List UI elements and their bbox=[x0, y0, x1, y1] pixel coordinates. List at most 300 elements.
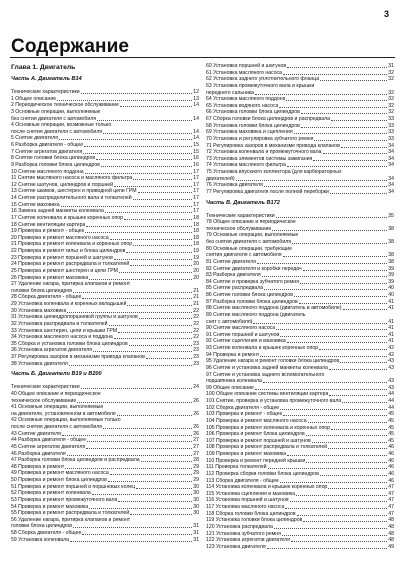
toc-entry-text: 119 Установка головки блока цилиндров bbox=[206, 517, 303, 524]
toc-entry[interactable] bbox=[11, 444, 199, 451]
toc-entry-text: 13 Снятие шкивов, шестерен и приводной цепи ГРМ bbox=[11, 188, 137, 195]
toc-entry[interactable] bbox=[11, 162, 199, 169]
toc-entry[interactable] bbox=[11, 328, 199, 335]
toc-page-number: 16 bbox=[193, 155, 199, 162]
toc-page-number: 17 bbox=[193, 168, 199, 175]
toc-page-number: 17 bbox=[193, 181, 199, 188]
toc-entry[interactable] bbox=[11, 314, 199, 321]
toc-entry-text: 121 Установка зубчатого ремня bbox=[206, 530, 281, 537]
toc-page-number: 32 bbox=[388, 89, 394, 96]
toc-entry[interactable] bbox=[206, 325, 394, 332]
dot-leader bbox=[306, 431, 388, 436]
toc-entry[interactable] bbox=[11, 135, 199, 142]
dot-leader bbox=[331, 425, 387, 430]
toc-entry-text: 45 Снятие агрегатов двигателя bbox=[11, 443, 86, 450]
toc-entry[interactable] bbox=[206, 252, 394, 259]
dot-leader bbox=[86, 444, 192, 449]
toc-entry[interactable] bbox=[206, 116, 394, 123]
toc-page-number: 47 bbox=[388, 497, 394, 504]
toc-entry[interactable] bbox=[206, 279, 394, 286]
dot-leader bbox=[86, 222, 192, 227]
dot-leader bbox=[120, 102, 192, 107]
toc-entry-text: 65 Установка водяного насоса bbox=[206, 102, 279, 109]
toc-entry[interactable] bbox=[206, 385, 394, 392]
toc-entry-text: подшипника коленвала bbox=[206, 378, 262, 385]
toc-page-number: 20 bbox=[193, 274, 199, 281]
dot-leader bbox=[73, 523, 192, 528]
toc-page-number: 45 bbox=[388, 424, 394, 431]
toc-entry-text: 101 Снятие, проверка и установка промежуточного вала bbox=[206, 398, 342, 404]
dot-leader bbox=[320, 471, 387, 476]
toc-entry-text: 110 Проверка и ремонт передней крышки bbox=[206, 457, 306, 464]
toc-entry-text: 76 Установка двигателя bbox=[206, 182, 263, 189]
toc-entry[interactable] bbox=[11, 268, 199, 275]
toc-entry[interactable] bbox=[206, 226, 394, 233]
toc-entry-text: 20 Проверка и ремонт масляного насоса bbox=[11, 234, 109, 241]
toc-page-number: 41 bbox=[388, 331, 394, 338]
toc-page-number: 33 bbox=[388, 135, 394, 142]
toc-entry[interactable] bbox=[206, 405, 394, 412]
toc-entry[interactable] bbox=[11, 169, 199, 176]
toc-entry-text: после снятия двигателя с автомобиля bbox=[11, 424, 103, 430]
toc-page-number: 30 bbox=[193, 483, 199, 490]
toc-page-number: 30 bbox=[193, 490, 199, 497]
toc-entry[interactable] bbox=[11, 537, 199, 544]
toc-entry[interactable] bbox=[206, 156, 394, 163]
toc-page-number: 41 bbox=[388, 305, 394, 312]
toc-entry[interactable] bbox=[11, 202, 199, 209]
toc-page-number: 34 bbox=[388, 155, 394, 162]
toc-entry-text: 108 Проверка и ремонт распредвала и толкателей bbox=[206, 444, 328, 451]
toc-page-number: 22 bbox=[193, 327, 199, 334]
toc-entry[interactable] bbox=[206, 537, 394, 544]
toc-entry[interactable] bbox=[206, 391, 394, 398]
toc-entry[interactable] bbox=[206, 484, 394, 491]
dot-leader bbox=[83, 149, 192, 154]
toc-entry[interactable] bbox=[11, 431, 199, 438]
toc-entry[interactable] bbox=[206, 517, 394, 524]
toc-entry[interactable] bbox=[11, 523, 199, 530]
dot-leader bbox=[294, 129, 388, 134]
toc-page-number: 31 bbox=[193, 530, 199, 536]
toc-entry[interactable] bbox=[206, 511, 394, 518]
toc-entry[interactable] bbox=[206, 332, 394, 339]
toc-entry-text: 102 Сборка двигателя - общее bbox=[206, 404, 280, 411]
dot-leader bbox=[297, 511, 388, 516]
toc-entry[interactable] bbox=[11, 354, 199, 361]
toc-entry[interactable] bbox=[11, 188, 199, 195]
toc-entry[interactable] bbox=[11, 424, 199, 431]
dot-leader bbox=[300, 279, 387, 284]
dot-leader bbox=[282, 531, 387, 536]
toc-entry-text: 112 Проверка сборки головки блока цилиндров bbox=[206, 470, 319, 477]
toc-page-number: 45 bbox=[388, 431, 394, 438]
toc-entry[interactable] bbox=[11, 228, 199, 235]
toc-page-number: 35 bbox=[388, 212, 394, 219]
dot-leader bbox=[85, 228, 192, 233]
toc-entry[interactable] bbox=[11, 398, 199, 405]
toc-entry-text: 120 Установка распредвала bbox=[206, 523, 273, 530]
toc-entry[interactable] bbox=[206, 497, 394, 504]
toc-page-number: 34 bbox=[388, 142, 394, 149]
toc-entry[interactable] bbox=[11, 294, 199, 301]
toc-entry[interactable] bbox=[206, 239, 394, 246]
toc-entry[interactable] bbox=[11, 384, 199, 391]
dot-leader bbox=[268, 464, 388, 469]
dot-leader bbox=[61, 202, 193, 207]
toc-entry-text: 43 Снятие двигателя bbox=[11, 430, 61, 437]
toc-entry-text: 51 Проверка и ремонт поршней и поршневых колец bbox=[11, 483, 136, 490]
dot-leader bbox=[57, 96, 192, 101]
dot-leader bbox=[328, 484, 387, 489]
toc-entry[interactable] bbox=[206, 319, 394, 326]
toc-entry[interactable] bbox=[11, 411, 199, 418]
toc-entry[interactable] bbox=[206, 90, 394, 97]
toc-page-number: 33 bbox=[388, 116, 394, 122]
dot-leader bbox=[110, 470, 193, 475]
toc-entry-text: 99 Общее описание bbox=[206, 384, 254, 391]
toc-entry[interactable] bbox=[11, 334, 199, 341]
toc-entry[interactable] bbox=[11, 497, 199, 504]
toc-entry[interactable] bbox=[206, 444, 394, 451]
dot-leader bbox=[331, 116, 387, 121]
toc-page-number: 34 bbox=[388, 162, 394, 169]
toc-entry[interactable] bbox=[11, 175, 199, 182]
toc-page-number: 31 bbox=[193, 536, 199, 543]
toc-entry[interactable] bbox=[11, 255, 199, 262]
toc-entry-text: 60 Установка поршней и шатунов bbox=[206, 63, 287, 69]
toc-entry[interactable] bbox=[11, 261, 199, 268]
toc-entry[interactable] bbox=[206, 149, 394, 156]
toc-entry[interactable] bbox=[11, 504, 199, 511]
toc-entry[interactable] bbox=[206, 531, 394, 538]
toc-entry-text: 47 Разборка головки блока цилиндров и распредвала bbox=[11, 457, 140, 464]
toc-entry[interactable] bbox=[11, 470, 199, 477]
toc-entry[interactable] bbox=[11, 510, 199, 517]
toc-page-number: 40 bbox=[388, 285, 394, 292]
dot-leader bbox=[283, 252, 388, 257]
toc-entry-text: 1 Общее описание bbox=[11, 95, 57, 102]
toc-entry-continued: 3 Основные операции, выполняемые bbox=[11, 108, 101, 115]
toc-entry-text: 54 Проверка и ремонт маховика bbox=[11, 503, 89, 510]
dot-leader bbox=[341, 143, 387, 148]
toc-entry-text: 77 Регулировка двигателя после полной переборки bbox=[206, 188, 329, 195]
toc-entry-text: 55 Проверка и ремонт распредвала и толкателей bbox=[11, 510, 130, 517]
toc-entry[interactable] bbox=[11, 248, 199, 255]
toc-entry[interactable] bbox=[206, 272, 394, 279]
toc-entry[interactable] bbox=[206, 292, 394, 299]
toc-entry-text: 82 Снятие двигателя и коробки передач bbox=[206, 265, 302, 272]
dot-leader bbox=[340, 358, 387, 363]
toc-page-number: 32 bbox=[388, 96, 394, 103]
toc-entry-text: 23 Проверка и ремонт поршней и шатунов bbox=[11, 254, 113, 261]
toc-page-number: 47 bbox=[388, 504, 394, 510]
toc-page-number: 49 bbox=[388, 543, 394, 550]
toc-entry-text: 88 Снятие масляного поддона (двигатель в автомобиле) bbox=[206, 305, 342, 312]
toc-entry[interactable] bbox=[11, 222, 199, 229]
toc-page-number: 46 bbox=[388, 457, 394, 464]
toc-entry-text: 113 Сборка двигателя - общее bbox=[206, 477, 279, 484]
toc-entry[interactable] bbox=[206, 478, 394, 485]
toc-entry-text: на двигателе, установленном в автомобиле bbox=[11, 410, 116, 417]
dot-leader bbox=[236, 176, 388, 181]
toc-entry[interactable] bbox=[11, 116, 199, 123]
toc-entry[interactable] bbox=[206, 425, 394, 432]
toc-entry[interactable] bbox=[206, 305, 394, 312]
toc-entry[interactable] bbox=[11, 484, 199, 491]
dot-leader bbox=[109, 321, 193, 326]
toc-entry[interactable] bbox=[206, 63, 394, 70]
toc-entry[interactable] bbox=[11, 142, 199, 149]
toc-page-number: 15 bbox=[193, 148, 199, 155]
toc-page-number: 46 bbox=[388, 477, 394, 484]
toc-entry[interactable] bbox=[11, 301, 199, 308]
chapter-heading: Глава 1. Двигатель bbox=[11, 64, 76, 71]
dot-leader bbox=[280, 405, 387, 410]
toc-page-number: 38 bbox=[388, 258, 394, 265]
toc-page-number: 18 bbox=[193, 234, 199, 241]
toc-entry[interactable] bbox=[206, 266, 394, 273]
toc-page-number: 13 bbox=[193, 95, 199, 102]
dot-leader bbox=[255, 385, 387, 390]
toc-entry-text: 67 Сборка головки блока цилиндров и распредвала bbox=[206, 116, 330, 122]
toc-entry[interactable] bbox=[11, 149, 199, 156]
toc-page-number: 22 bbox=[193, 334, 199, 341]
toc-entry-text: 115 Установка сцепления и маховика bbox=[206, 490, 296, 497]
dot-leader bbox=[323, 149, 388, 154]
toc-entry-text: 15 Снятие маховика bbox=[11, 201, 60, 208]
toc-column-right bbox=[206, 63, 394, 550]
toc-entry[interactable] bbox=[11, 457, 199, 464]
toc-page-number: 12 bbox=[193, 89, 199, 95]
toc-page-number: 43 bbox=[388, 378, 394, 385]
dot-leader bbox=[133, 195, 193, 200]
toc-page-number: 14 bbox=[193, 135, 199, 142]
dot-leader bbox=[301, 123, 387, 128]
toc-entry[interactable] bbox=[206, 431, 394, 438]
toc-entry[interactable] bbox=[206, 451, 394, 458]
dot-leader bbox=[329, 391, 387, 396]
toc-page-number: 22 bbox=[193, 320, 199, 327]
toc-entry[interactable] bbox=[11, 96, 199, 103]
toc-entry-text: 103 Проверка и ремонт - общее bbox=[206, 411, 283, 418]
toc-entry[interactable] bbox=[11, 288, 199, 295]
toc-entry[interactable] bbox=[206, 524, 394, 531]
toc-page-number: 20 bbox=[193, 261, 199, 268]
toc-entry[interactable] bbox=[206, 299, 394, 306]
toc-entry-text: без снятия двигателя с автомобиля bbox=[11, 115, 96, 122]
toc-entry[interactable] bbox=[11, 464, 199, 471]
dot-leader bbox=[267, 544, 388, 549]
toc-entry[interactable] bbox=[206, 338, 394, 345]
toc-entry-text: 12 Снятие шатунов, цилиндров и поршней bbox=[11, 181, 114, 188]
toc-entry[interactable] bbox=[206, 352, 394, 359]
toc-entry[interactable] bbox=[206, 471, 394, 478]
toc-entry-text: снятия двигателя с автомобиля bbox=[206, 252, 282, 259]
toc-entry[interactable] bbox=[206, 182, 394, 189]
toc-entry[interactable] bbox=[11, 321, 199, 328]
toc-page-number: 34 bbox=[388, 149, 394, 156]
toc-entry[interactable] bbox=[11, 451, 199, 458]
dot-leader bbox=[126, 248, 192, 253]
toc-entry[interactable] bbox=[206, 458, 394, 465]
toc-entry-text: 49 Проверка и ремонт масляного насоса bbox=[11, 470, 109, 477]
toc-entry[interactable] bbox=[206, 76, 394, 83]
toc-entry-text: 81 Снятие двигателя bbox=[206, 258, 256, 265]
toc-entry-text: после снятия двигателя с автомобиля bbox=[11, 128, 103, 135]
toc-entry[interactable] bbox=[206, 358, 394, 365]
toc-entry[interactable] bbox=[206, 464, 394, 471]
toc-entry[interactable] bbox=[206, 103, 394, 110]
toc-page-number: 22 bbox=[193, 307, 199, 314]
toc-entry[interactable] bbox=[11, 241, 199, 248]
dot-leader bbox=[65, 464, 192, 469]
toc-entry[interactable] bbox=[11, 155, 199, 162]
page-number: 3 bbox=[383, 9, 389, 19]
toc-entry-text: 68 Установка головки блока цилиндров bbox=[206, 122, 300, 129]
dot-leader bbox=[81, 384, 193, 389]
toc-page-number: 48 bbox=[388, 523, 394, 530]
toc-entry[interactable] bbox=[206, 136, 394, 143]
toc-page-number: 45 bbox=[388, 417, 394, 424]
toc-entry[interactable] bbox=[206, 418, 394, 425]
toc-entry-text: 5 Снятие двигателя bbox=[11, 135, 59, 142]
toc-entry[interactable] bbox=[206, 544, 394, 551]
toc-page-number: 26 bbox=[193, 424, 199, 430]
toc-page-number: 39 bbox=[388, 265, 394, 272]
toc-entry[interactable] bbox=[11, 102, 199, 109]
toc-entry[interactable] bbox=[206, 504, 394, 511]
toc-entry[interactable] bbox=[11, 437, 199, 444]
dot-leader bbox=[285, 504, 387, 509]
toc-entry[interactable] bbox=[11, 129, 199, 136]
toc-entry[interactable] bbox=[11, 89, 199, 96]
toc-entry-text: 117 Установка масляного насоса bbox=[206, 504, 285, 510]
toc-entry-text: двигателей) bbox=[206, 175, 235, 182]
dot-leader bbox=[103, 424, 192, 429]
toc-entry[interactable] bbox=[11, 182, 199, 189]
dot-leader bbox=[114, 255, 192, 260]
toc-entry[interactable] bbox=[206, 398, 394, 405]
toc-entry-text: 106 Проверка и ремонт блока цилиндров bbox=[206, 431, 305, 438]
toc-page-number: 14 bbox=[193, 128, 199, 135]
dot-leader bbox=[312, 438, 388, 443]
toc-page-number: 41 bbox=[388, 298, 394, 305]
dot-leader bbox=[303, 266, 388, 271]
toc-entry[interactable] bbox=[206, 438, 394, 445]
toc-entry[interactable] bbox=[11, 215, 199, 222]
toc-entry-text: 62 Установка заднего уплотнительного фланца bbox=[206, 76, 320, 83]
toc-entry[interactable] bbox=[11, 208, 199, 215]
toc-entry-text: 66 Установка головки блока цилиндров bbox=[206, 109, 300, 116]
toc-entry[interactable] bbox=[206, 213, 394, 220]
toc-entry[interactable] bbox=[11, 235, 199, 242]
toc-entry-text: 25 Проверка и ремонт шестерен и цепи ГРМ bbox=[11, 267, 118, 274]
dot-leader bbox=[82, 530, 192, 535]
dot-leader bbox=[89, 275, 192, 280]
toc-entry[interactable] bbox=[206, 96, 394, 103]
toc-page-number: 23 bbox=[193, 360, 199, 367]
toc-entry[interactable] bbox=[206, 143, 394, 150]
toc-entry[interactable] bbox=[206, 378, 394, 385]
toc-entry[interactable] bbox=[11, 361, 199, 368]
toc-entry-text: 52 Проверка и ремонт коленвала bbox=[11, 490, 91, 497]
toc-entry-text: головки блока цилиндров bbox=[11, 287, 72, 294]
dot-leader bbox=[133, 175, 192, 180]
dot-leader bbox=[101, 162, 192, 167]
toc-entry-text: 7 Снятие агрегатов двигателя bbox=[11, 148, 83, 155]
toc-entry[interactable] bbox=[11, 275, 199, 282]
toc-entry[interactable] bbox=[206, 176, 394, 183]
toc-entry[interactable] bbox=[11, 347, 199, 354]
dot-leader bbox=[117, 411, 193, 416]
dot-leader bbox=[292, 239, 387, 244]
toc-page-number: 42 bbox=[388, 351, 394, 358]
toc-entry-continued: 4 Основные операции, возможные только bbox=[11, 122, 112, 129]
toc-entry-text: 69 Установка маховика и сцепления bbox=[206, 129, 293, 136]
toc-entry[interactable] bbox=[206, 411, 394, 418]
toc-page-number: 23 bbox=[193, 347, 199, 354]
toc-entry-text: 21 Проверка и ремонт коленвала и коренных опор bbox=[11, 241, 133, 248]
toc-entry[interactable] bbox=[206, 259, 394, 266]
toc-entry[interactable] bbox=[206, 365, 394, 372]
toc-page-number: 34 bbox=[388, 175, 394, 182]
toc-page-number: 18 bbox=[193, 221, 199, 228]
dot-leader bbox=[81, 89, 193, 94]
toc-entry[interactable] bbox=[206, 129, 394, 136]
toc-page-number: 41 bbox=[388, 325, 394, 332]
dot-leader bbox=[105, 208, 192, 213]
toc-page-number: 48 bbox=[388, 537, 394, 544]
toc-entry-text: Технические характеристики bbox=[11, 384, 80, 391]
toc-entry[interactable] bbox=[206, 345, 394, 352]
dot-leader bbox=[342, 398, 387, 403]
toc-entry[interactable] bbox=[206, 70, 394, 77]
toc-page-number: 32 bbox=[388, 76, 394, 83]
toc-page-number: 31 bbox=[193, 523, 199, 530]
toc-page-number: 18 bbox=[193, 228, 199, 235]
toc-entry[interactable] bbox=[11, 530, 199, 537]
toc-entry[interactable] bbox=[11, 341, 199, 348]
toc-page-number: 27 bbox=[193, 443, 199, 450]
toc-entry[interactable] bbox=[206, 162, 394, 169]
toc-entry-text: 93 Снятие коленвала и крышек коренных опор bbox=[206, 345, 318, 351]
dot-leader bbox=[146, 354, 192, 359]
toc-entry[interactable] bbox=[206, 123, 394, 130]
toc-entry[interactable] bbox=[206, 491, 394, 498]
dot-leader bbox=[306, 458, 387, 463]
toc-page-number: 29 bbox=[193, 477, 199, 483]
toc-entry[interactable] bbox=[11, 308, 199, 315]
toc-column-left bbox=[11, 63, 199, 543]
dot-leader bbox=[89, 504, 192, 509]
toc-entry[interactable] bbox=[206, 109, 394, 116]
toc-entry[interactable] bbox=[206, 285, 394, 292]
toc-page-number: 32 bbox=[388, 102, 394, 109]
toc-page-number: 48 bbox=[388, 530, 394, 537]
dot-leader bbox=[279, 103, 387, 108]
toc-entry[interactable] bbox=[206, 189, 394, 196]
dot-leader bbox=[330, 189, 387, 194]
toc-page-number: 14 bbox=[193, 102, 199, 109]
toc-entry-text: 123 Установка двигателя bbox=[206, 543, 266, 550]
toc-entry[interactable] bbox=[11, 490, 199, 497]
toc-entry-text: 71 Регулировка зазоров в механизме привода клапанов bbox=[206, 142, 340, 149]
toc-entry[interactable] bbox=[11, 195, 199, 202]
toc-page-number: 43 bbox=[388, 358, 394, 365]
toc-page-number: 21 bbox=[193, 294, 199, 301]
toc-entry[interactable] bbox=[11, 477, 199, 484]
